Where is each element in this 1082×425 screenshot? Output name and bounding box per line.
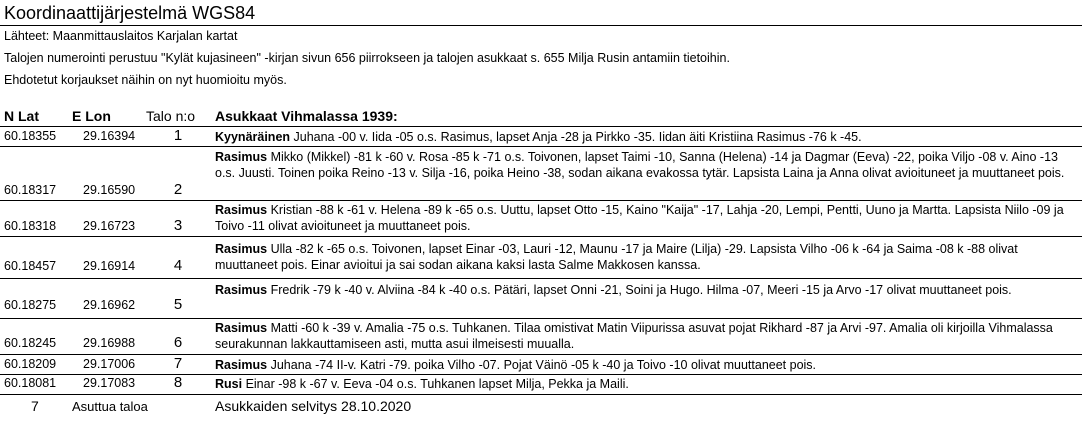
family-name: Rasimus [215,203,268,217]
row-house-no: 4 [173,257,183,274]
table-row [0,319,1082,353]
row-lat: 60.18317 [4,183,57,197]
corrections-note: Ehdotetut korjaukset näihin on nyt huomioitu myös. [4,73,287,87]
row-rule [0,394,1082,395]
row-lon: 29.16962 [83,298,136,312]
row-house-no: 6 [173,334,183,351]
source-note: Lähteet: Maanmittauslaitos Karjalan kartat [4,29,238,43]
row-residents [215,376,1077,392]
row-residents [215,129,1077,145]
survey-date: Asukkaiden selvitys 28.10.2020 [215,398,412,414]
header-lon: E Lon [72,108,111,124]
row-lon: 29.16723 [83,219,136,233]
table-row [0,237,1082,277]
family-name: Rasimus [215,283,268,297]
row-lat: 60.18457 [4,259,57,273]
family-name: Rasimus [215,321,268,335]
house-count: 7 [31,398,39,414]
family-name: Rasimus [215,358,268,372]
resident-details: Mikko (Mikkel) -81 k -60 v. Rosa -85 k -71 o.s. Toivonen, lapset Taimi -10, Sanna (Helena) -14 ja Dagmar (Eeva) -22, poika Viljo -08 v. Aino -13 o.s. Juusti. Toinen poika Reino -13 v. Silja -16, poika Heino -38, sodan aikana evakossa tytär. Lapsista Laina ja Anna olivat avioituneet ja muuttaneet pois. [215,150,1065,180]
row-lon: 29.17006 [83,357,136,371]
row-lat: 60.18245 [4,336,57,350]
row-lat: 60.18355 [4,129,57,143]
table-row [0,375,1082,393]
house-count-label: Asuttua taloa [72,399,148,414]
row-lon: 29.16394 [83,129,136,143]
title-rule [0,25,1082,26]
family-name: Rasimus [215,242,268,256]
resident-details: Fredrik -79 k -40 v. Alviina -84 k -40 o.s. Pätäri, lapset Onni -21, Soini ja Hugo. Hilma -07, Meeri -15 ja Arvo -17 olivat muuttaneet pois. [267,283,1012,297]
row-lat: 60.18209 [4,357,57,371]
row-lat: 60.18081 [4,376,57,390]
row-lat: 60.18275 [4,298,57,312]
row-house-no: 2 [173,181,183,198]
row-residents [215,282,1077,298]
table-row [0,355,1082,373]
resident-details: Juhana -74 II-v. Katri -79. poika Vilho -07. Pojat Väinö -05 k -40 ja Toivo -10 olivat muuttaneet pois. [267,358,817,372]
table-row [0,128,1082,146]
family-name: Kyynäräinen [215,130,291,144]
row-lat: 60.18318 [4,219,57,233]
row-residents [215,149,1077,181]
resident-details: Ulla -82 k -65 o.s. Toivonen, lapset Einar -03, Lauri -12, Maunu -17 ja Maire (Lilja) -29. Lapsista Vilho -06 k -64 ja Saima -08 k -88 olivat muuttaneet pois. Einar avioitui ja sai sodan aikana kaksi lasta Salme Makkosen kanssa. [215,242,1018,272]
row-residents [215,202,1077,234]
row-lon: 29.16590 [83,183,136,197]
resident-details: Kristian -88 k -61 v. Helena -89 k -65 o.s. Uuttu, lapset Otto -15, Kaino "Kaija" -17, Lahja -20, Lempi, Pentti, Uuno ja Martta. Lapsista Niilo -09 ja Toivo -11 olivat avioituneet ja muuttaneet pois. [215,203,1064,233]
header-residents: Asukkaat Vihmalassa 1939: [215,108,398,124]
row-house-no: 7 [173,355,183,372]
numbering-note: Talojen numerointi perustuu "Kylät kujasineen" -kirjan sivun 656 piirrokseen ja talojen asukkaat s. 655 Milja Rusin antamiin tietoihin. [4,51,730,65]
header-rule [0,126,1082,127]
family-name: Rasimus [215,150,268,164]
header-lat: N Lat [4,108,39,124]
table-row [0,279,1082,317]
resident-details: Juhana -00 v. Iida -05 o.s. Rasimus, lapset Anja -28 ja Pirkko -35. Iidan äiti Kristiina Rasimus -76 k -45. [290,130,862,144]
row-lon: 29.17083 [83,376,136,390]
row-house-no: 8 [173,374,183,391]
row-house-no: 3 [173,217,183,234]
row-residents [215,320,1077,352]
page-title: Koordinaattijärjestelmä WGS84 [4,3,256,23]
row-lon: 29.16988 [83,336,136,350]
row-residents [215,357,1077,373]
table-row [0,201,1082,235]
table-row [0,147,1082,199]
row-house-no: 5 [173,296,183,313]
row-residents [215,241,1077,273]
row-lon: 29.16914 [83,259,136,273]
row-house-no: 1 [173,127,183,144]
family-name: Rusi [215,377,243,391]
resident-details: Matti -60 k -39 v. Amalia -75 o.s. Tuhkanen. Tilaa omistivat Matin Viipurissa asuvat pojat Rikhard -87 ja Arvi -97. Amalia oli kirjoilla Vihmalassa seurakunnan lakkauttamiseen asti, mutta asui ilmeisesti muualla. [215,321,1053,351]
header-house-no: Talo n:o [146,108,196,124]
resident-details: Einar -98 k -67 v. Eeva -04 o.s. Tuhkanen lapset Milja, Pekka ja Maili. [242,377,629,391]
